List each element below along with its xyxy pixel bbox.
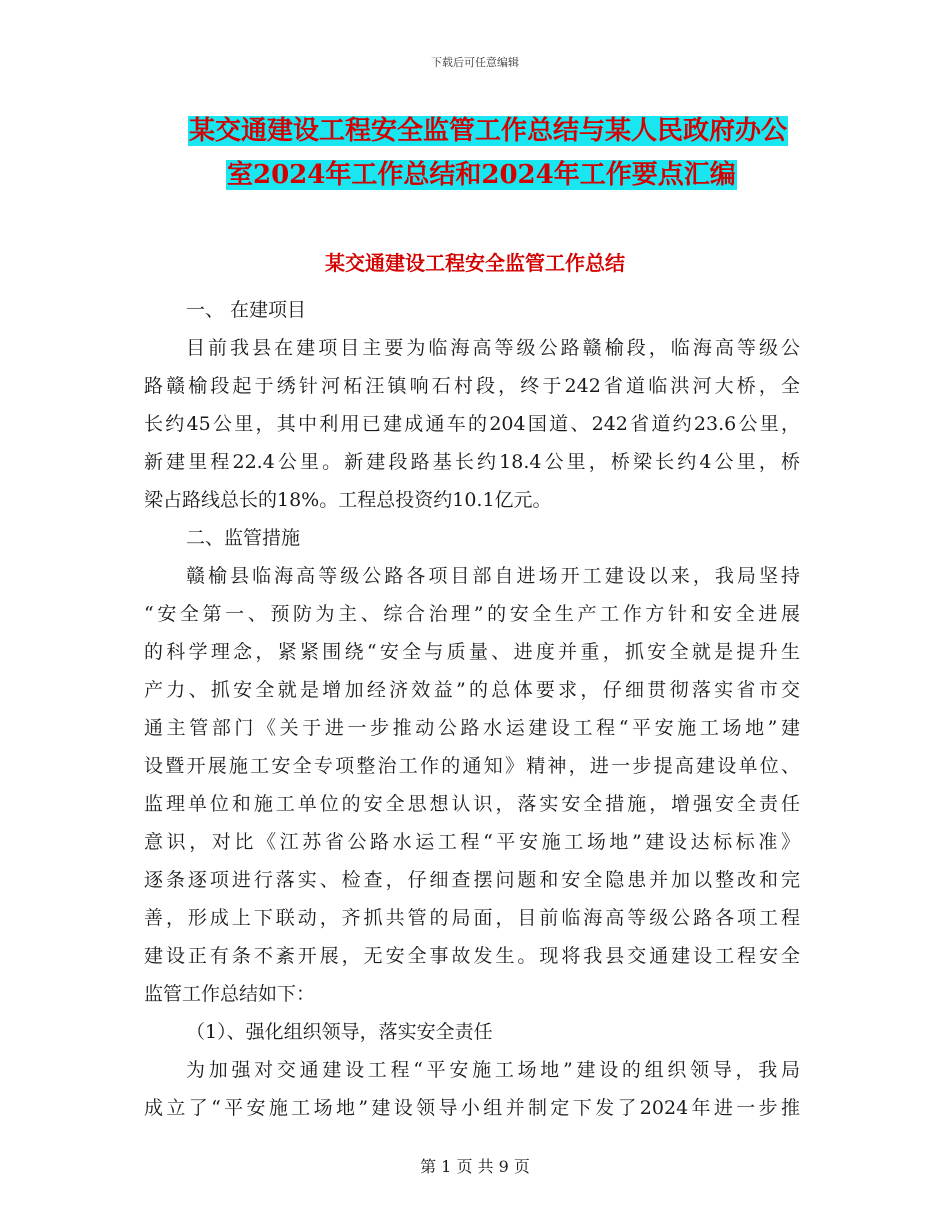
text-line: 建设正有条不紊开展，无安全事故发生。现将我县交通建设工程安全 <box>144 945 800 967</box>
title-highlight-2: 室2024年工作总结和2024年工作要点汇编 <box>227 160 736 190</box>
section-title: 某交通建设工程安全监管工作总结 <box>325 251 625 275</box>
page-header: 下载后可任意编辑 <box>431 56 519 69</box>
text-line: 设暨开展施工安全专项整治工作的通知》精神，进一步提高建设单位、 <box>144 755 800 777</box>
text-line: 通主管部门《关于进一步推动公路水运建设工程“平安施工场地”建 <box>144 717 800 739</box>
text-line: （1）、强化组织领导，落实安全责任 <box>186 1021 493 1043</box>
text-line: 一、 在建项目 <box>186 299 307 321</box>
text-line: 梁占路线总长的18%。工程总投资约10.1亿元。 <box>144 489 552 511</box>
page-footer: 第 1 页 共 9 页 <box>420 1157 530 1176</box>
text-line: 为加强对交通建设工程“平安施工场地”建设的组织领导，我局 <box>186 1059 800 1081</box>
text-line: 目前我县在建项目主要为临海高等级公路赣榆段，临海高等级公 <box>186 337 800 359</box>
text-line: 成立了“平安施工场地”建设领导小组并制定下发了2024年进一步推 <box>144 1097 800 1119</box>
text-line: 路赣榆段起于绣针河柘汪镇响石村段，终于242省道临洪河大桥，全 <box>144 375 800 397</box>
text-line: 新建里程22.4公里。新建段路基长约18.4公里，桥梁长约4公里，桥 <box>144 451 800 473</box>
body-text <box>144 291 800 1127</box>
text-line: 产力、抓安全就是增加经济效益”的总体要求，仔细贯彻落实省市交 <box>144 679 800 701</box>
text-line: 二、监管措施 <box>186 527 301 549</box>
text-line: 赣榆县临海高等级公路各项目部自进场开工建设以来，我局坚持 <box>186 565 800 587</box>
document-title-line-1 <box>188 111 788 151</box>
text-line: 的科学理念，紧紧围绕“安全与质量、进度并重，抓安全就是提升生 <box>144 641 800 663</box>
text-line: 监管工作总结如下： <box>144 983 316 1005</box>
text-line: “安全第一、预防为主、综合治理”的安全生产工作方针和安全进展 <box>144 603 800 625</box>
text-line: 逐条逐项进行落实、检查，仔细查摆问题和安全隐患并加以整改和完 <box>144 869 800 891</box>
title-highlight-1: 某交通建设工程安全监管工作总结与某人民政府办公 <box>189 116 788 146</box>
document-title-line-2 <box>226 155 737 195</box>
text-line: 意识，对比《江苏省公路水运工程“平安施工场地”建设达标标准》 <box>144 831 800 853</box>
text-line: 监理单位和施工单位的安全思想认识，落实安全措施，增强安全责任 <box>144 793 800 815</box>
text-line: 长约45公里，其中利用已建成通车的204国道、242省道约23.6公里， <box>144 413 800 435</box>
text-line: 善，形成上下联动，齐抓共管的局面，目前临海高等级公路各项工程 <box>144 907 800 929</box>
